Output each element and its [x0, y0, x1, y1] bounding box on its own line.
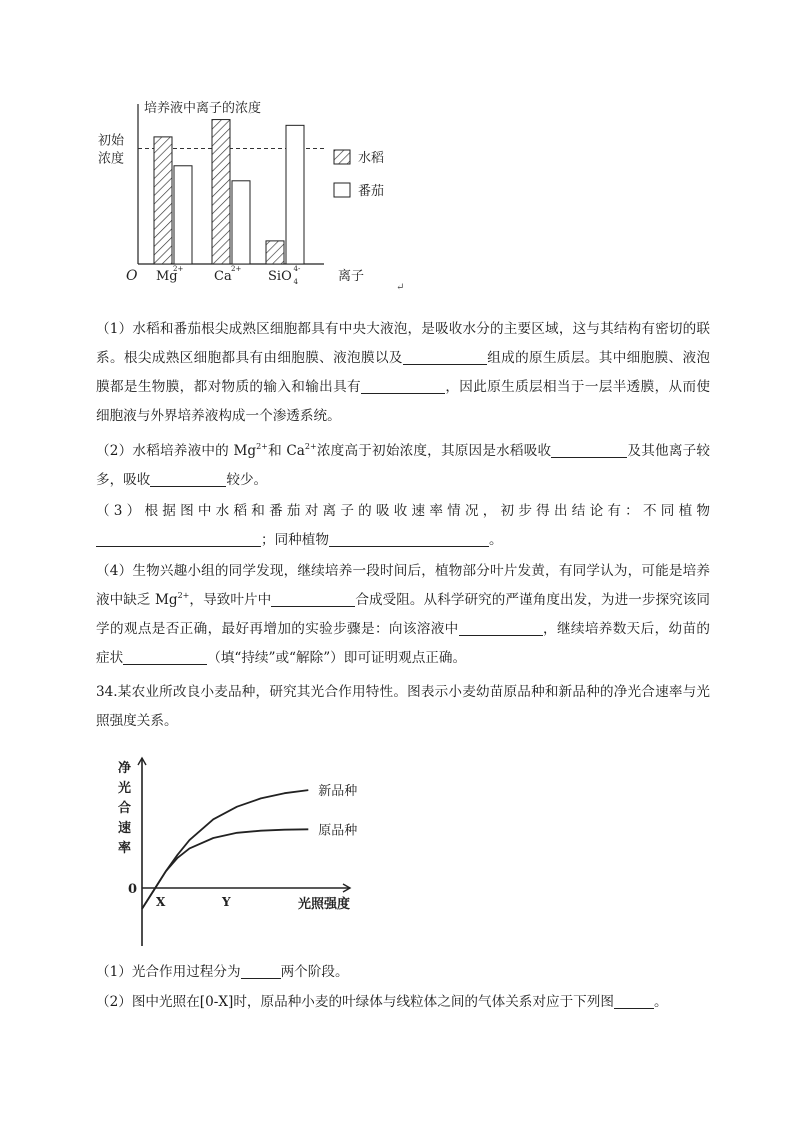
answer-blank[interactable]: [123, 648, 207, 665]
q33-p3-text-c: 。: [488, 532, 503, 548]
q34-p2-text-a: （2）图中光照在[0-X]时，原品种小麦的叶绿体与线粒体之间的气体关系对应于下列图: [96, 994, 614, 1010]
answer-blank[interactable]: [329, 530, 489, 547]
y-axis-label-char: 率: [118, 841, 132, 856]
answer-blank[interactable]: [403, 348, 487, 365]
photosynthesis-chart: [112, 750, 402, 950]
category-label: SiO: [268, 269, 292, 284]
q34-part1: [96, 958, 710, 987]
origin-label: O: [126, 268, 138, 284]
category-superscript: 2+: [173, 265, 184, 273]
q33-p2-text-e: 较少。: [226, 472, 268, 488]
answer-blank[interactable]: [459, 619, 543, 636]
category-subscript: 4: [293, 278, 298, 286]
q33-p2-text-b: 和 Ca: [267, 443, 305, 459]
q34-intro-text: 34.某农业所改良小麦品种，研究其光合作用特性。图表示小麦幼苗原品种和新品种的净光合速率与光照强度关系。: [96, 684, 710, 729]
bar-番茄: [286, 125, 304, 264]
x-marker-Y: Y: [222, 895, 231, 909]
x-axis-label: 离子: [338, 269, 365, 284]
bar-番茄: [232, 181, 250, 264]
zero-label: 0: [128, 882, 138, 897]
answer-blank[interactable]: [361, 377, 445, 394]
q33-part4: [96, 557, 710, 673]
q33-p2-text-c: 浓度高于初始浓度，其原因是水稻吸收: [316, 443, 552, 459]
category-label: Mg: [156, 269, 178, 284]
q33-p4-text-b: ，导致叶片中: [189, 592, 272, 608]
q33-p2-text-a: （2）水稻培养液中的 Mg: [96, 443, 257, 459]
q33-part1: [96, 315, 710, 431]
chart-bars: [154, 120, 304, 264]
answer-blank[interactable]: [241, 962, 281, 979]
y-axis-label-char: 净: [118, 761, 132, 776]
answer-blank[interactable]: [96, 530, 261, 547]
answer-blank[interactable]: [614, 992, 654, 1009]
superscript: 2+: [177, 591, 190, 600]
series-line-新品种: [142, 790, 308, 909]
legend-label-水稻: 水稻: [358, 151, 385, 166]
x-axis-label: 光照强度: [298, 897, 351, 912]
q33-part3: [96, 497, 710, 555]
chart-legend: [334, 150, 384, 199]
reference-label-line1: 初始: [98, 133, 125, 149]
reference-label-line2: 浓度: [98, 151, 125, 167]
ion-concentration-chart: [96, 92, 426, 302]
return-mark: ↵: [396, 282, 405, 293]
q34-intro: [96, 678, 710, 736]
q34-p1-text-a: （1）光合作用过程分为: [96, 964, 241, 980]
category-label: Ca: [214, 269, 232, 284]
y-axis-label-char: 速: [118, 821, 132, 836]
y-axis-label-char: 合: [118, 801, 132, 816]
q33-p4-text-a: （4）生物兴趣小组的同学发现，继续培养一段时间后，植物部分叶片发黄，有同学认为，可能是培养液中缺乏 Mg: [96, 563, 710, 608]
series-label-新品种: 新品种: [318, 784, 358, 800]
category-superscript: 2+: [231, 265, 242, 273]
q34-part2: [96, 988, 710, 1017]
bar-番茄: [174, 166, 192, 264]
bar-水稻: [266, 241, 284, 264]
superscript: 2+: [304, 442, 317, 451]
legend-label-番茄: 番茄: [358, 184, 385, 199]
y-axis-label: 培养液中离子的浓度: [144, 101, 262, 116]
superscript: 2+: [256, 442, 268, 451]
q33-part2: [96, 437, 710, 495]
q33-p3-text-b: ；同种植物: [261, 532, 329, 548]
bar-水稻: [212, 120, 230, 264]
q33-p4-text-d: ，继续培养数天后，幼苗的症状: [96, 621, 711, 666]
answer-blank[interactable]: [150, 470, 226, 487]
x-marker-X: X: [156, 895, 166, 909]
bar-水稻: [154, 137, 172, 264]
q33-p2-text-d: 及其他离子较多，吸收: [96, 443, 711, 488]
q33-p3-text-a: （3）根据图中水稻和番茄对离子的吸收速率情况，初步得出结论有：不同植物: [96, 503, 710, 519]
answer-blank[interactable]: [551, 441, 627, 458]
chart-lines: [142, 790, 308, 909]
y-axis-label-char: 光: [118, 781, 132, 796]
legend-swatch-番茄: [334, 183, 350, 197]
q33-p1-text-c: ，因此原生质层相当于一层半透膜，从而使细胞液与外界培养液构成一个渗透系统。: [96, 379, 710, 424]
q33-p4-text-c: 合成受阻。从科学研究的严谨角度出发，为进一步探究该同学的观点是否正确，最好再增加的实验步骤是：向该溶液中: [96, 592, 711, 637]
answer-blank[interactable]: [271, 590, 355, 607]
q33-p1-text-a: （1）水稻和番茄根尖成熟区细胞都具有中央大液泡，是吸收水分的主要区域，这与其结构有密切的联系。根尖成熟区细胞都具有由细胞膜、液泡膜以及: [96, 321, 710, 366]
legend-swatch-水稻: [334, 150, 350, 164]
category-superscript: 4-: [293, 265, 301, 273]
series-label-原品种: 原品种: [318, 823, 358, 839]
q34-p2-text-b: 。: [653, 994, 668, 1010]
q33-p4-text-e: （填“持续”或“解除”）即可证明观点正确。: [207, 650, 467, 666]
q33-p1-text-b: 组成的原生质层。其中细胞膜、液泡膜都是生物膜，都对物质的输入和输出具有: [96, 350, 711, 395]
q34-p1-text-b: 两个阶段。: [280, 964, 349, 980]
